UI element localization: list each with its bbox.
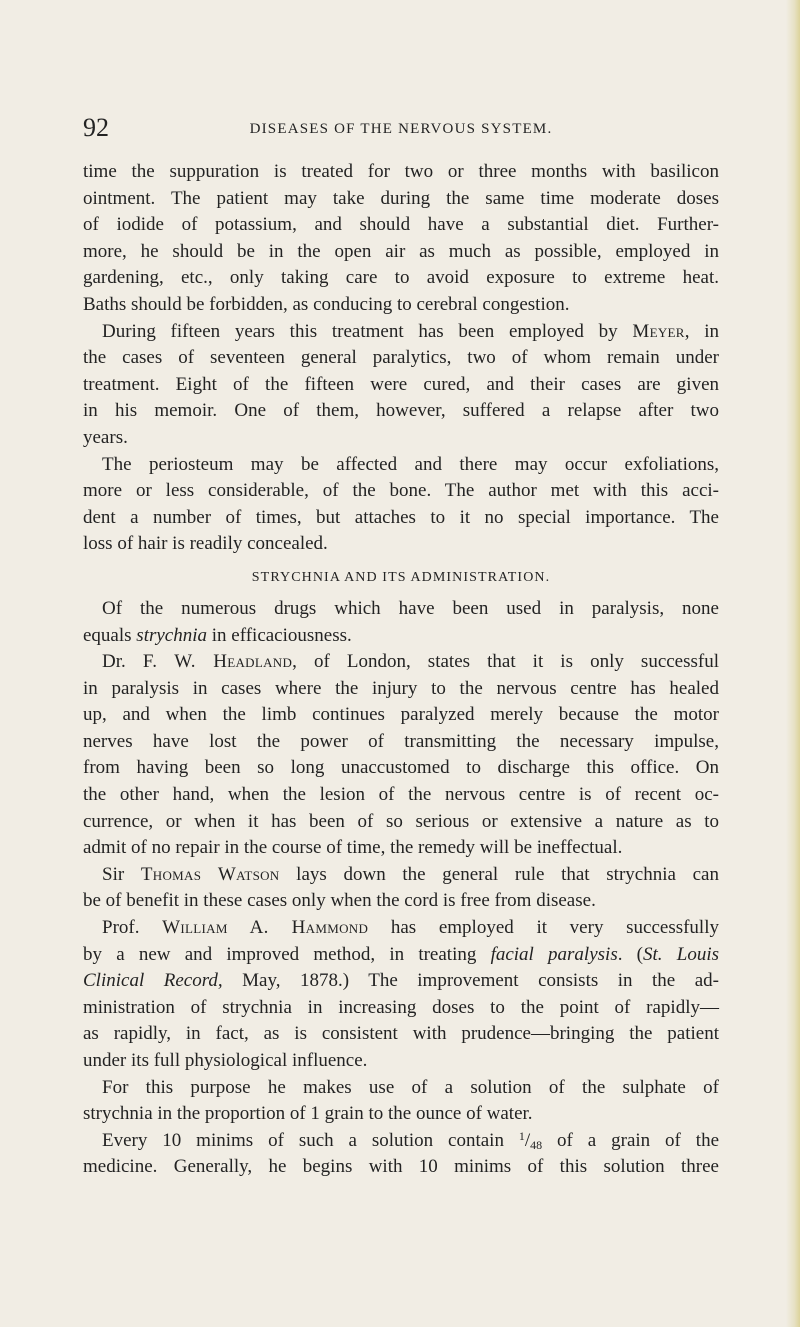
text-run: Sir: [102, 863, 141, 885]
text-run: by a new and improved method, in treating: [83, 943, 491, 965]
fraction-denominator: 48: [530, 1137, 543, 1152]
text-line: medicine. Generally, he begins with 10 minims of this solution three: [83, 1156, 719, 1178]
text-run: Every 10 minims of such a solution contain: [102, 1129, 519, 1151]
text-run: in efficaciousness.: [207, 624, 352, 646]
text-run: During fifteen years this treatment has been employed by: [102, 320, 633, 342]
text-line: dent a number of times, but attaches to it no special importance. The: [83, 506, 719, 528]
text-line: in his memoir. One of them, however, suffered a relapse after two: [83, 400, 719, 422]
text-line: more or less considerable, of the bone. The author met with this acci-: [83, 480, 719, 502]
text-line: Of the numerous drugs which have been used in paralysis, none: [102, 597, 719, 619]
text-run: , of London, states that it is only successful: [292, 651, 720, 673]
text-line: in paralysis in cases where the injury to the nervous centre has healed: [83, 677, 719, 699]
text-line: [83, 915, 719, 942]
text-line: The periosteum may be affected and there may occur exfoliations,: [102, 453, 719, 475]
text-line: nerves have lost the power of transmitting the necessary impulse,: [83, 730, 719, 752]
text-run: , in: [684, 320, 719, 342]
page-edge-shadow: [786, 0, 800, 1327]
page-number: 92: [83, 113, 109, 142]
text-line: [83, 623, 719, 650]
text-line: of iodide of potassium, and should have a substantial diet. Further-: [83, 214, 719, 236]
running-head: DISEASES OF THE NERVOUS SYSTEM.: [249, 121, 553, 137]
page-body: [83, 159, 719, 1181]
text-line: be of benefit in these cases only when the cord is free from disease.: [83, 890, 596, 912]
text-line: ointment. The patient may take during the same time moderate doses: [83, 187, 719, 209]
section-heading: STRYCHNIA AND ITS ADMINISTRATION.: [251, 569, 551, 585]
text-run: lays down the general rule that strychnia can: [279, 863, 719, 885]
text-line: treatment. Eight of the fifteen were cured, and their cases are given: [83, 373, 719, 395]
text-line: the other hand, when the lesion of the nervous centre is of recent oc-: [83, 784, 719, 806]
author-name: William A. Hammond: [162, 917, 369, 939]
text-line: gardening, etc., only taking care to avoid exposure to extreme heat.: [83, 267, 719, 289]
text-line: from having been so long unaccustomed to discharge this office. On: [83, 757, 719, 779]
text-line: [83, 1128, 719, 1155]
text-line: [83, 942, 719, 969]
text-line: For this purpose he makes use of a solution of the sulphate of: [102, 1076, 719, 1098]
text-line: loss of hair is readily concealed.: [83, 533, 328, 555]
emphasis: strychnia: [136, 624, 208, 646]
text-line: strychnia in the proportion of 1 grain to the ounce of water.: [83, 1103, 533, 1125]
author-name: Thomas Watson: [140, 863, 280, 885]
text-line: Baths should be forbidden, as conducing to cerebral congestion.: [83, 293, 570, 315]
fraction-slash: /: [524, 1129, 531, 1151]
author-name: Meyer: [632, 320, 685, 342]
text-line: [83, 319, 719, 346]
text-line: [83, 862, 719, 889]
text-run: equals: [83, 624, 137, 646]
text-line: as rapidly, in fact, as is consistent with prudence—bringing the patient: [83, 1023, 719, 1045]
text-run: Prof.: [102, 917, 163, 939]
text-line: currence, or when it has been of so serious or extensive a nature as to: [83, 810, 719, 832]
text-run: Dr.: [102, 651, 143, 673]
text-run: has employed it very successfully: [368, 917, 719, 939]
text-line: under its full physiological influence.: [83, 1050, 368, 1071]
text-line: years.: [83, 426, 128, 448]
text-line: admit of no repair in the course of time, the remedy will be ineffectual.: [83, 837, 623, 859]
text-line: [83, 649, 719, 676]
citation: Clinical Record,: [83, 970, 223, 992]
page-header: [83, 113, 719, 143]
text-line: ministration of strychnia in increasing doses to the point of rapidly—: [83, 996, 719, 1018]
citation: St. Louis: [643, 943, 719, 965]
text-run: May, 1878.) The improvement consists in the ad-: [222, 970, 719, 992]
text-line: time the suppuration is treated for two or three months with basilicon: [83, 161, 719, 182]
text-line: more, he should be in the open air as much as possible, employed in: [83, 240, 719, 262]
text-line: the cases of seventeen general paralytics, two of whom remain under: [83, 347, 719, 369]
text-line: up, and when the limb continues paralyzed merely because the motor: [83, 704, 719, 726]
text-run: of a grain of the: [542, 1129, 719, 1151]
text-line: [83, 968, 719, 995]
text-run: . (: [617, 943, 644, 965]
author-name: F. W. Headland: [142, 651, 293, 673]
emphasis: facial paralysis: [490, 943, 618, 965]
fraction-numerator: 1: [518, 1128, 525, 1143]
